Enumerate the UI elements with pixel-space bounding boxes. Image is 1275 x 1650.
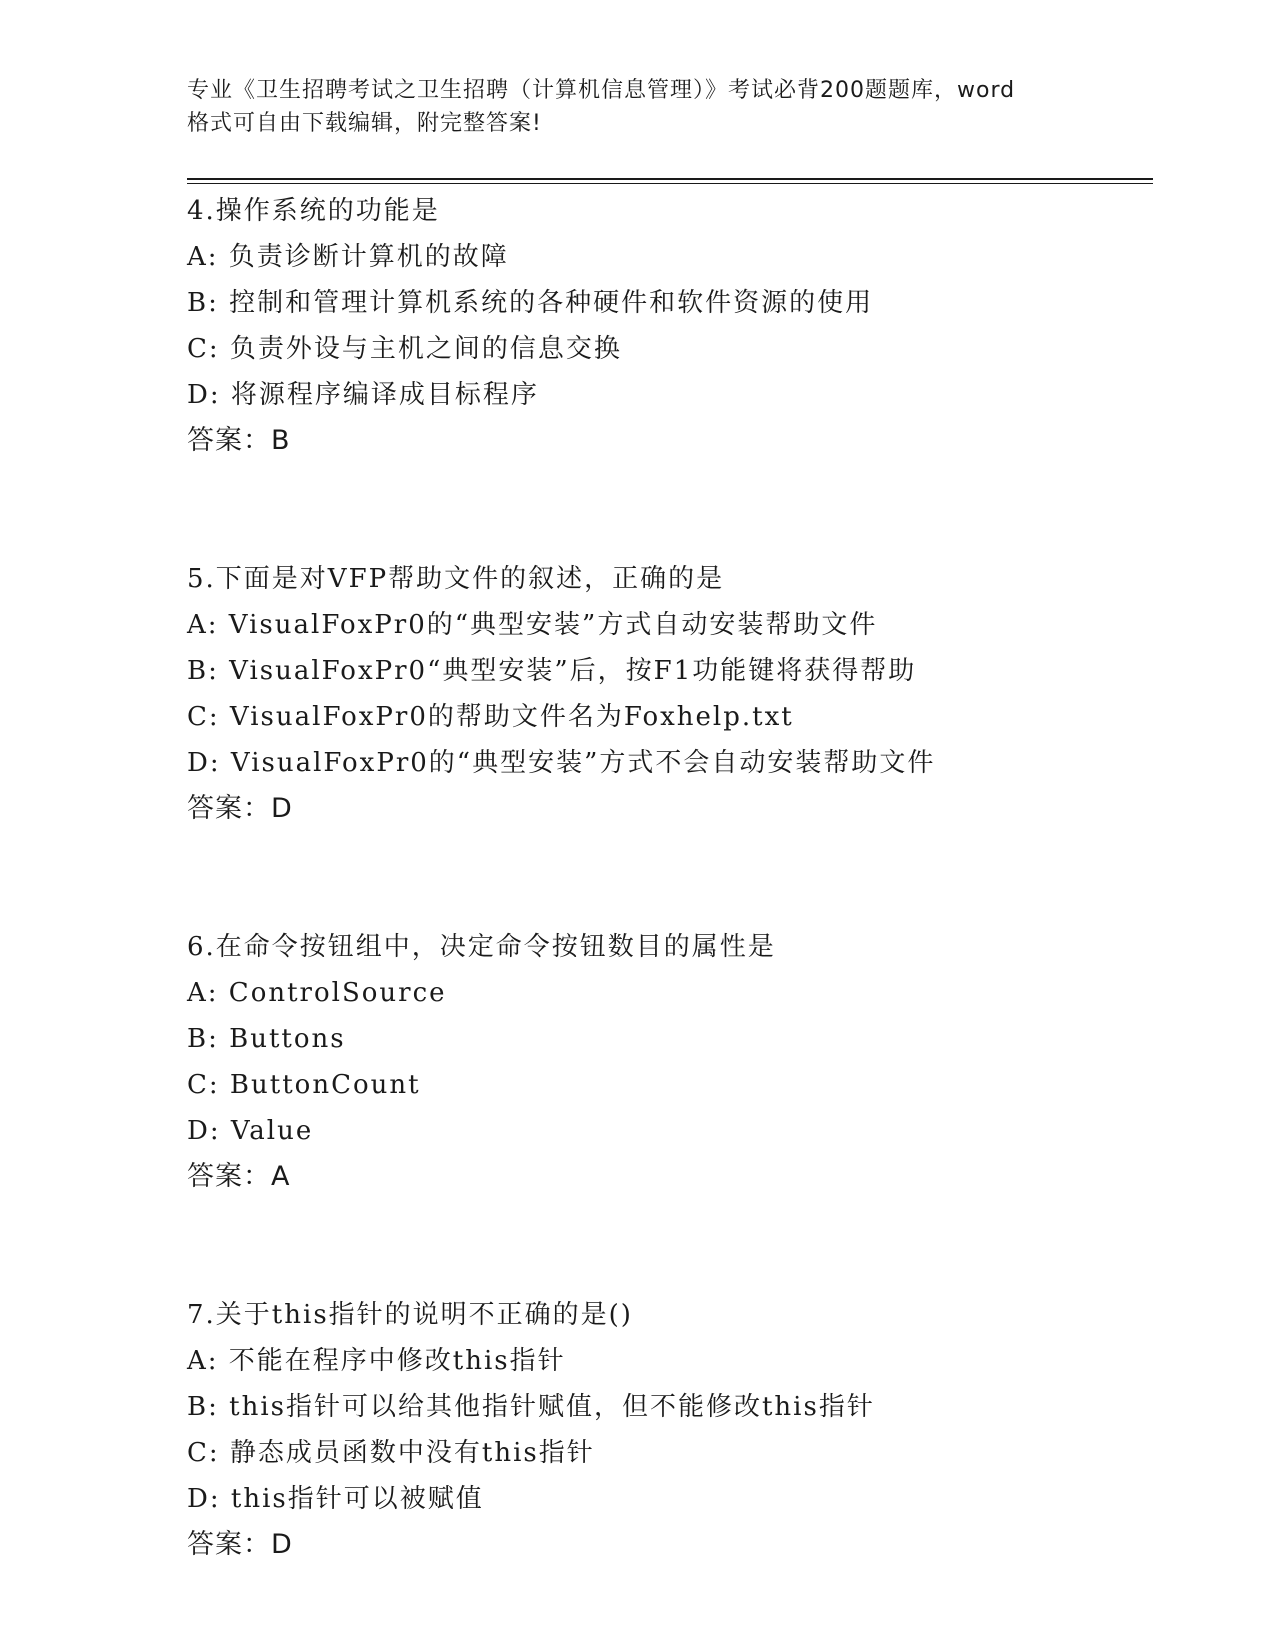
question-6 <box>187 924 1167 1200</box>
answer-line: 答案：D <box>187 793 293 824</box>
option-a: A: ControlSource <box>187 978 447 1008</box>
option-b: B: 控制和管理计算机系统的各种硬件和软件资源的使用 <box>187 288 874 318</box>
question-list <box>187 188 1167 1568</box>
answer-line: 答案：A <box>187 1161 291 1192</box>
option-c: C: VisualFoxPr0的帮助文件名为Foxhelp.txt <box>187 702 794 732</box>
question-stem: 4.操作系统的功能是 <box>187 196 440 226</box>
question-5 <box>187 556 1167 832</box>
option-c: C: 负责外设与主机之间的信息交换 <box>187 334 622 364</box>
option-b: B: this指针可以给其他指针赋值，但不能修改this指针 <box>187 1392 875 1422</box>
document-header <box>187 74 1087 140</box>
option-a: A: 不能在程序中修改this指针 <box>187 1346 566 1376</box>
option-d: D: this指针可以被赋值 <box>187 1484 484 1514</box>
option-b: B: VisualFoxPr0“典型安装”后，按F1功能键将获得帮助 <box>187 656 917 686</box>
header-line-2: 格式可自由下载编辑，附完整答案! <box>187 111 542 136</box>
question-7 <box>187 1292 1167 1568</box>
option-b: B: Buttons <box>187 1024 346 1054</box>
answer-line: 答案：B <box>187 425 291 456</box>
question-stem: 5.下面是对VFP帮助文件的叙述，正确的是 <box>187 564 725 594</box>
header-divider-thick <box>187 178 1153 180</box>
question-4 <box>187 188 1167 464</box>
option-d: D: Value <box>187 1116 314 1146</box>
question-stem: 7.关于this指针的说明不正确的是() <box>187 1300 633 1330</box>
question-spacer <box>187 1200 1167 1292</box>
answer-line: 答案：D <box>187 1529 293 1560</box>
header-line-1: 专业《卫生招聘考试之卫生招聘（计算机信息管理）》考试必背200题题库，word <box>187 78 1016 103</box>
option-d: D: 将源程序编译成目标程序 <box>187 380 539 410</box>
question-spacer <box>187 464 1167 556</box>
question-stem: 6.在命令按钮组中，决定命令按钮数目的属性是 <box>187 932 776 962</box>
option-a: A: VisualFoxPr0的“典型安装”方式自动安装帮助文件 <box>187 610 878 640</box>
option-c: C: ButtonCount <box>187 1070 421 1100</box>
option-a: A: 负责诊断计算机的故障 <box>187 242 509 272</box>
option-c: C: 静态成员函数中没有this指针 <box>187 1438 595 1468</box>
question-spacer <box>187 832 1167 924</box>
header-divider-thin <box>187 183 1153 184</box>
option-d: D: VisualFoxPr0的“典型安装”方式不会自动安装帮助文件 <box>187 748 936 778</box>
